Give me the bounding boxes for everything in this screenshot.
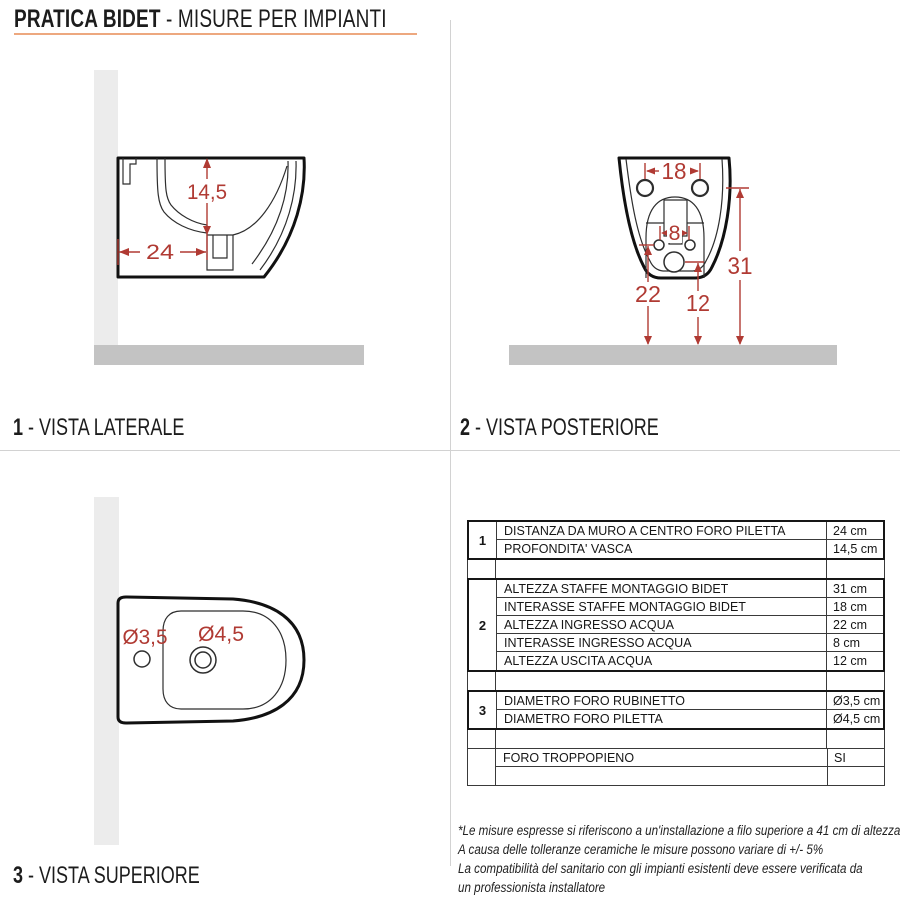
floor: [94, 345, 364, 365]
title-underline-accent: [14, 33, 417, 35]
table-group-2: [467, 578, 885, 672]
drain-hole-inner: [195, 652, 211, 668]
wall: [94, 70, 118, 345]
table-group-3: [467, 690, 885, 730]
dim-label-staffe-altezza: 31: [727, 253, 753, 280]
footnote-line: *Le misure espresse si riferiscono a un'installazione a filo superiore a 41 cm di altezza: [458, 823, 900, 838]
table-group-1: [467, 520, 885, 560]
table-row: FORO TROPPOPIENO SI: [496, 749, 884, 767]
table-row: INTERASSE INGRESSO ACQUA 8 cm: [497, 634, 883, 652]
table-row: DIAMETRO FORO PILETTA Ø4,5 cm: [497, 710, 883, 728]
floor: [509, 345, 837, 365]
wall: [94, 497, 119, 845]
posterior-view-drawing: [450, 40, 900, 450]
table-row: PROFONDITA' VASCA 14,5 cm: [497, 540, 883, 558]
page-title: [14, 5, 387, 34]
page-subtitle: - MISURE PER IMPIANTI: [160, 5, 387, 33]
table-row: [496, 767, 884, 785]
table-row: INTERASSE STAFFE MONTAGGIO BIDET 18 cm: [497, 598, 883, 616]
dim-label-vasca-depth: 14,5: [187, 181, 227, 204]
table-row: DIAMETRO FORO RUBINETTO Ø3,5 cm: [497, 692, 883, 710]
caption-vista-laterale: 1 - VISTA LATERALE: [13, 414, 185, 441]
group-number: [468, 749, 496, 785]
footnote: [458, 821, 900, 897]
caption-vista-posteriore: 2 - VISTA POSTERIORE: [460, 414, 659, 441]
group-number: 2: [469, 580, 497, 670]
caption-vista-superiore: 3 - VISTA SUPERIORE: [13, 862, 200, 889]
dim-label-uscita-altezza: 12: [686, 290, 710, 316]
table-row: DISTANZA DA MURO A CENTRO FORO PILETTA 24 cm: [497, 522, 883, 540]
table-row: ALTEZZA STAFFE MONTAGGIO BIDET 31 cm: [497, 580, 883, 598]
footnote-line: A causa delle tolleranze ceramiche le misure possono variare di +/- 5%: [458, 842, 824, 857]
divider-horizontal: [0, 450, 900, 451]
group-number: 3: [469, 692, 497, 728]
lateral-view-drawing: [0, 40, 450, 450]
measurements-table: [467, 520, 885, 786]
tap-hole: [134, 651, 150, 667]
table-spacer: [467, 672, 885, 690]
dim-label-staffe-interasse: 18: [661, 158, 687, 184]
mounting-hole-left: [637, 180, 653, 196]
dim-label-ingresso-altezza: 22: [635, 281, 661, 307]
table-row: ALTEZZA USCITA ACQUA 12 cm: [497, 652, 883, 670]
dim-label-foro-rubinetto: Ø3,5: [122, 626, 168, 649]
water-outlet-hole: [664, 252, 684, 272]
dim-label-foro-piletta: Ø4,5: [198, 623, 244, 646]
water-inlet-right: [685, 240, 695, 250]
table-row: ALTEZZA INGRESSO ACQUA 22 cm: [497, 616, 883, 634]
table-spacer: [467, 730, 885, 748]
footnote-line: un professionista installatore: [458, 880, 606, 895]
bidet-top-outline: [118, 597, 304, 723]
mounting-hole-right: [692, 180, 708, 196]
footnote-line: La compatibilità del sanitario con gli impianti esistenti deve essere verificata da: [458, 861, 863, 876]
table-group-troppopieno: [467, 748, 885, 786]
table-spacer: [467, 560, 885, 578]
group-number: 1: [469, 522, 497, 558]
dimension-staffe-altezza: [726, 188, 753, 345]
dim-label-wall-to-drain: 24: [146, 241, 175, 264]
superior-view-drawing: [0, 460, 450, 860]
water-inlet-left: [654, 240, 664, 250]
dim-label-acqua-interasse: 8: [668, 222, 681, 245]
product-name: PRATICA BIDET: [14, 5, 161, 33]
